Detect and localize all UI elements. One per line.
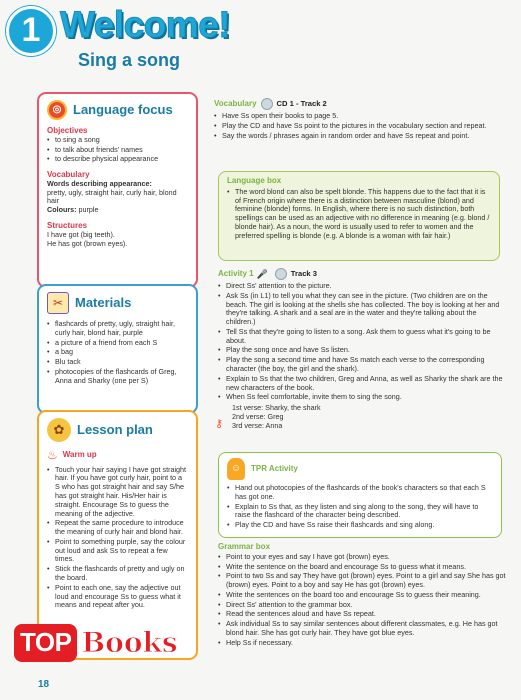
cd-icon [261, 98, 273, 110]
list-item: • Point to something purple, say the colour out loud and ask Ss to repeat a few times. [47, 538, 188, 564]
list-item: • Write the sentence on the board and encourage Ss to guess what it means. [218, 563, 508, 572]
list-item: • Point to two Ss and say They have got (brown) eyes. Point to a girl and say She has got (brown) eyes. Point to a boy and say He has got (brown) eyes. [218, 572, 508, 590]
verse-answers [218, 404, 508, 430]
colours-label: Colours: [47, 205, 77, 215]
list-item: • Help Ss if necessary. [218, 639, 508, 648]
unit-number-badge: 1 [6, 6, 56, 56]
structures-heading: Structures [47, 220, 88, 230]
list-item: • When Ss feel comfortable, invite them to sing the song. [218, 393, 508, 402]
grammar-list [218, 553, 508, 648]
microphone-icon: 🎤 [256, 268, 268, 279]
list-item: • Point to your eyes and say I have got (brown) eyes. [218, 553, 508, 562]
cd-icon [275, 268, 287, 280]
language-focus-title: Language focus [73, 102, 173, 118]
warm-up-heading: Warm up [62, 450, 97, 460]
structure-line: He has got (brown eyes). [47, 238, 128, 248]
list-item: • Direct Ss' attention to the grammar box. [218, 601, 508, 610]
grammar-heading: Grammar box [218, 542, 271, 551]
list-item: • Ask individual Ss to say similar sentences about different classmates, e.g. He has got blond hair. She has got curly hair. They have got blue eyes. [218, 620, 508, 638]
vocabulary-section [214, 98, 506, 141]
language-box-text: • The word blond can also be spelt blonde. This happens due to the fact that it is of French origin where there is a distinction between masculine (blond) and feminine (blonde) forms. In English, where there is no such distinction, both spellings can be used as an adjective with no difference in meaning (e.g. blond / blonde hair). As a noun, the word is usually used to refer to women and the preferred spelling is blonde (e.g. A blonde is a woman with fair hair.) [227, 188, 491, 241]
tpr-activity-box [218, 452, 502, 538]
list-item: • Blu tack [47, 358, 188, 367]
scissors-icon: ✂ [47, 292, 69, 314]
tpr-list [227, 484, 493, 530]
list-item: • Repeat the same procedure to introduce the meaning of curly hair and blond hair. [47, 519, 188, 537]
materials-list [47, 320, 188, 385]
language-box-heading: Language box [227, 176, 282, 185]
words-label: Words describing appearance: [47, 178, 152, 188]
list-item: • flashcards of pretty, ugly, straight hair, curly hair, blond hair, purple [47, 320, 188, 338]
list-item: • Have Ss open their books to page 5. [214, 112, 506, 121]
list-item: • Play the song a second time and have Ss match each verse to the corresponding character (the boy, the girl and the shark). [218, 356, 508, 374]
list-item: • Ask Ss (in L1) to tell you what they can see in the picture. (Two children are on the beach. The girl is looking at the shells she has collected. The boy is looking at her and they're talking. A shark and a seal are in the water and they're talking about the children.) [218, 292, 508, 327]
page-number: 18 [38, 679, 50, 690]
materials-title: Materials [75, 295, 132, 311]
list-item: • Explain to Ss that, as they listen and sing along to the song, they will have to raise the flashcard of the character being described. [227, 503, 493, 521]
tpr-heading: TPR Activity [251, 464, 298, 474]
list-item: • Play the CD and have Ss point to the pictures in the vocabulary section and repeat. [214, 122, 506, 131]
activity1-track: Track 3 [290, 269, 317, 279]
list-item: • Direct Ss' attention to the picture. [218, 282, 508, 291]
target-icon: ◎ [47, 100, 67, 120]
objectives-heading: Objectives [47, 126, 88, 135]
activity1-list [218, 282, 508, 402]
activity1-section [218, 268, 508, 431]
list-item: • Play the CD and have Ss raise their flashcards and sing along. [227, 521, 493, 530]
list-item: • Write the sentences on the board too and encourage Ss to guess their meaning. [218, 591, 508, 600]
verse-line: 3rd verse: Anna [232, 420, 283, 430]
vocabulary-track: CD 1 - Track 2 [276, 99, 327, 109]
list-item: • Read the sentences aloud and have Ss repeat. [218, 610, 508, 619]
page-subtitle: Sing a song [78, 50, 181, 70]
list-item: • Stick the flashcards of pretty and ugly on the board. [47, 565, 188, 583]
list-item: • photocopies of the flashcards of Greg, Anna and Sharky (one per S) [47, 368, 188, 386]
vocabulary-heading: Vocabulary [47, 170, 90, 180]
list-item: • Tell Ss that they're going to listen to a song. Ask them to guess what it's going to be about. [218, 328, 508, 346]
lesson-plan-list [47, 466, 188, 611]
list-item: • to sing a song [47, 136, 188, 145]
list-item: • to describe physical appearance [47, 155, 188, 164]
structure-line: I have got (big teeth). [47, 229, 115, 239]
list-item: • Play the song once and have Ss listen. [218, 346, 508, 355]
list-item: • Point to each one, say the adjective out loud and encourage Ss to guess what it means and repeat after you. [47, 584, 188, 610]
language-box [218, 171, 500, 261]
colours-text: purple [78, 205, 99, 215]
verse-line: 2nd verse: Greg [232, 411, 284, 421]
watermark-books: Books [81, 625, 178, 659]
list-item: • Hand out photocopies of the flashcards of the book's characters so that each S has got one. [227, 484, 493, 502]
materials-box [37, 284, 198, 414]
words-text: pretty, ugly, straight hair, curly hair, blond hair [47, 187, 177, 206]
lesson-plan-title: Lesson plan [77, 422, 153, 438]
verse-line: 1st verse: Sharky, the shark [232, 403, 321, 413]
list-item: • to talk about friends' names [47, 146, 188, 155]
character-icon: ☺ [227, 458, 245, 480]
vocabulary-heading-right: Vocabulary [214, 99, 257, 109]
list-item: • Explain to Ss that the two children, Greg and Anna, as well as Sharky the shark are the new characters of the book. [218, 375, 508, 393]
flame-icon: ♨ [47, 448, 58, 462]
topbooks-watermark-logo [14, 614, 189, 672]
grammar-section [218, 542, 508, 649]
key-icon: ⚷ [215, 418, 224, 430]
objectives-list [47, 136, 188, 164]
bee-icon: ✿ [47, 418, 71, 442]
page-title: Welcome! [60, 4, 231, 45]
watermark-top: TOP [14, 624, 77, 662]
list-item: • a picture of a friend from each S [47, 339, 188, 348]
language-focus-box [37, 92, 198, 288]
list-item: • Say the words / phrases again in random order and have Ss repeat and point. [214, 132, 506, 141]
list-item: • a bag [47, 348, 188, 357]
vocabulary-list [214, 112, 506, 140]
activity1-heading: Activity 1 [218, 269, 254, 279]
list-item: • Touch your hair saying I have got straight hair. If you have got curly hair, point to a S who has got straight hair and say S/he has got straight hair. His/Her hair is straight. Encourage Ss to guess the meaning of the adjective. [47, 466, 188, 519]
